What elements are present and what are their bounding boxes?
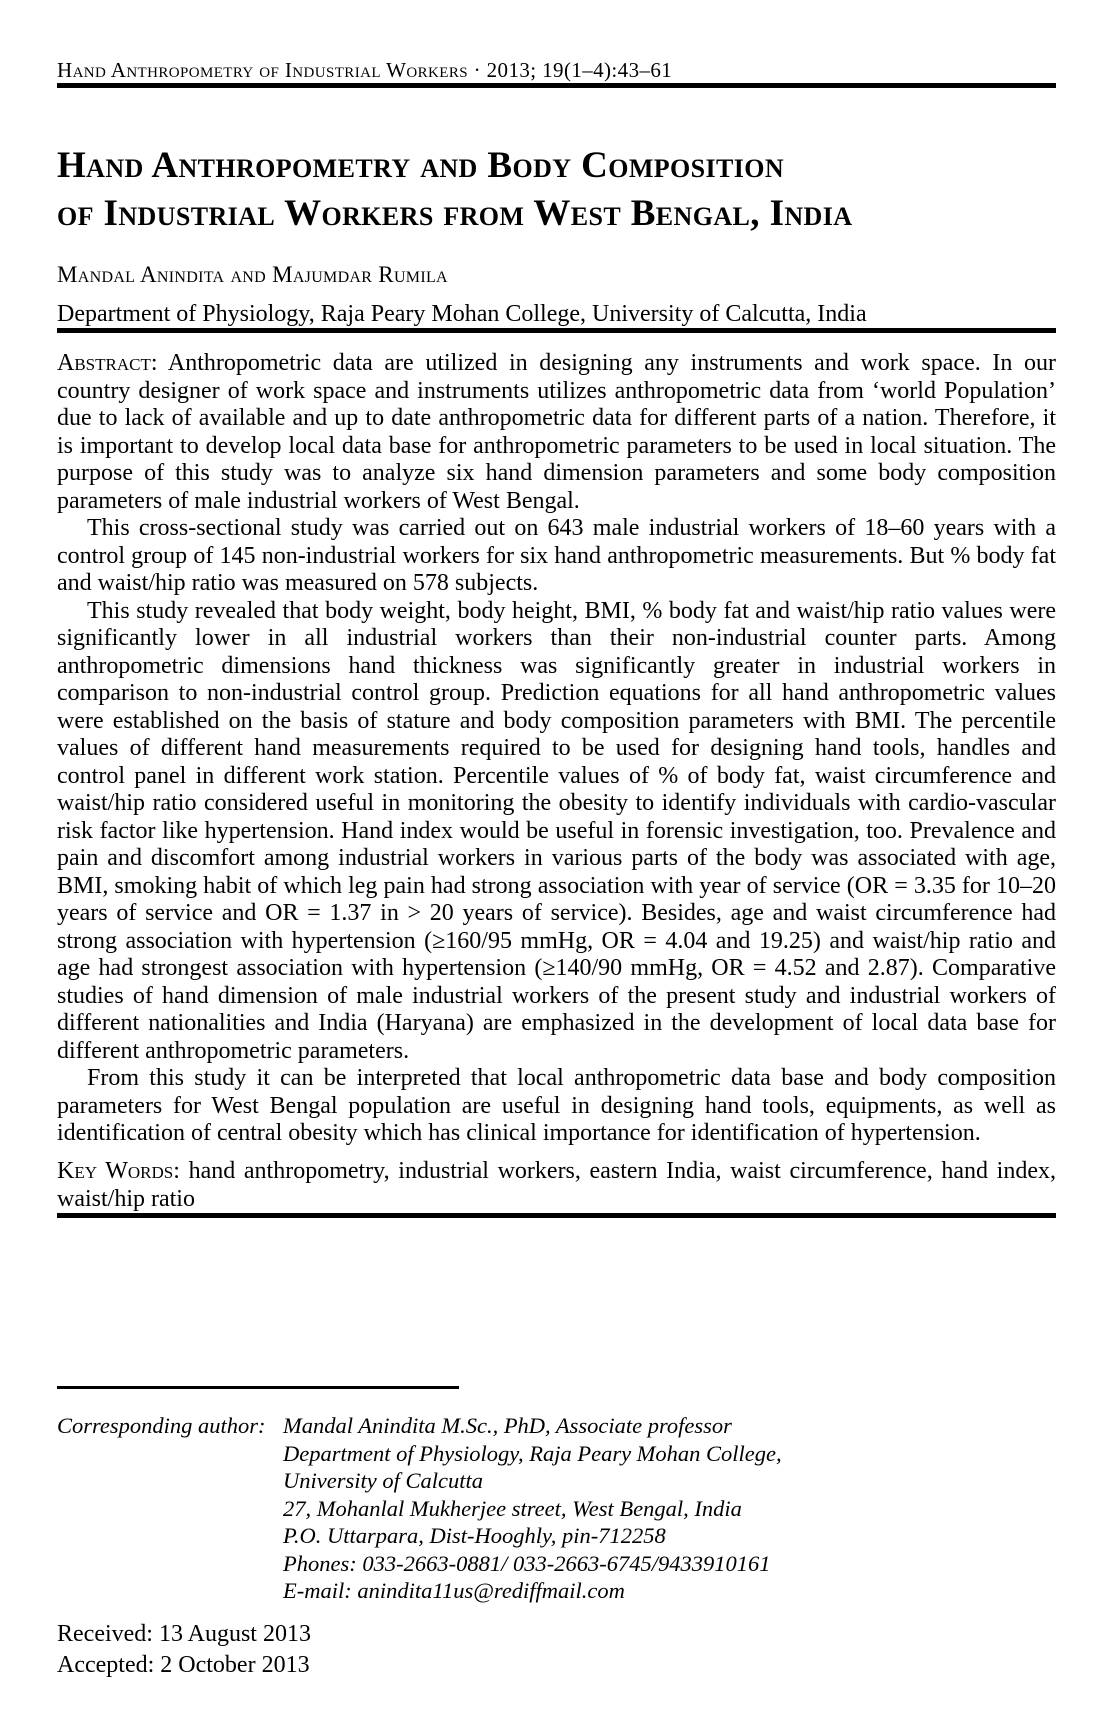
journal-citation: Hand Anthropometry of Industrial Workers · 2013; 19(1–4):43–61 bbox=[57, 58, 673, 82]
corresponding-author-street: 27, Mohanlal Mukherjee street, West Bengal, India bbox=[283, 1495, 742, 1521]
keywords-text: hand anthropometry, industrial workers, eastern India, waist circumference, hand index, waist/hip ratio bbox=[57, 1157, 1057, 1212]
affiliation: Department of Physiology, Raja Peary Mohan College, University of Calcutta, India bbox=[57, 301, 867, 327]
abstract-paragraph-2: This cross-sectional study was carried out on 643 male industrial workers of 18–60 years with a control group of 145 non-industrial workers for six hand anthropometric measurements. But % body fat and waist/hip ratio was measured on 578 subjects. bbox=[57, 515, 1056, 596]
corresponding-author-email: E-mail: anindita11us@rediffmail.com bbox=[283, 1578, 625, 1603]
authors: Mandal Anindita and Majumdar Rumila bbox=[57, 262, 448, 287]
dates-block bbox=[57, 1619, 1056, 1681]
corresponding-author-details bbox=[283, 1412, 1056, 1605]
corresponding-author-university: University of Calcutta bbox=[283, 1468, 483, 1493]
corresponding-author-department: Department of Physiology, Raja Peary Mohan College, bbox=[283, 1440, 782, 1466]
header-divider bbox=[57, 83, 1056, 88]
title-line-2: of Industrial Workers from West Bengal, India bbox=[57, 193, 853, 234]
corresponding-author-block bbox=[57, 1412, 1056, 1605]
abstract-paragraph-4: From this study it can be interpreted that local anthropometric data base and body composition parameters for West Bengal population are useful in designing hand tools, equipments, as well as identification of central obesity which has clinical importance for identification of hypertension. bbox=[57, 1065, 1056, 1146]
abstract-section bbox=[57, 350, 1056, 1148]
received-date: Received: 13 August 2013 bbox=[57, 1620, 311, 1647]
abstract-paragraph-1-text: Anthropometric data are utilized in designing any instruments and work space. In our country designer of work space and instruments utilizes anthropometric data from ‘world Population’ due to lack of available and up to date anthropometric data for different parts of a nation. Therefore, it is important to develop local data base for anthropometric parameters to be used in local situation. The purpose of this study was to analyze six hand dimension parameters and some body composition parameters of male industrial workers of West Bengal. bbox=[57, 350, 1056, 514]
footnote-area bbox=[57, 1386, 1056, 1681]
abstract-paragraph-1 bbox=[57, 350, 1056, 515]
abstract-label: Abstract: bbox=[57, 350, 158, 376]
footnote-divider bbox=[57, 1386, 459, 1389]
keywords-label: Key Words: bbox=[57, 1157, 180, 1184]
keywords-paragraph bbox=[57, 1157, 1056, 1213]
title-line-1: Hand Anthropometry and Body Composition bbox=[57, 145, 785, 186]
accepted-date: Accepted: 2 October 2013 bbox=[57, 1651, 310, 1678]
corresponding-author-phones: Phones: 033-2663-0881/ 033-2663-6745/9433910161 bbox=[283, 1550, 771, 1576]
running-head bbox=[57, 58, 1056, 83]
corresponding-author-postal: P.O. Uttarpara, Dist-Hooghly, pin-712258 bbox=[283, 1523, 666, 1548]
corresponding-author-label: Corresponding author: bbox=[57, 1413, 266, 1438]
keywords-section bbox=[57, 1157, 1056, 1213]
corresponding-author-name: Mandal Anindita M.Sc., PhD, Associate professor bbox=[283, 1413, 732, 1438]
article-title bbox=[57, 142, 1056, 238]
abstract-divider bbox=[57, 1213, 1056, 1218]
abstract-paragraph-3: This study revealed that body weight, body height, BMI, % body fat and waist/hip ratio values were significantly lower in all industrial workers than their non-industrial counter parts. Among anthropometric dimensions hand thickness was significantly greater in industrial workers in comparison to non-industrial control group. Prediction equations for all hand anthropometric values were established on the basis of stature and body composition parameters with BMI. The percentile values of different hand measurements required to be used for designing hand tools, handles and control panel in different work station. Percentile values of % of body fat, waist circumference and waist/hip ratio considered useful in monitoring the obesity to identify individuals with cardio-vascular risk factor like hypertension. Hand index would be useful in forensic investigation, too. Prevalence and pain and discomfort among industrial workers in various parts of the body was associated with age, BMI, smoking habit of which leg pain had strong association with year of service (OR = 3.35 for 10–20 years of service and OR = 1.37 in > 20 years of service). Besides, age and waist circumference had strong association with hypertension (≥160/95 mmHg, OR = 4.04 and 19.25) and waist/hip ratio and age had strongest association with hypertension (≥140/90 mmHg, OR = 4.52 and 2.87). Comparative studies of hand dimension of male industrial workers of the present study and industrial workers of different nationalities and India (Haryana) are emphasized in the development of local data base for different anthropometric parameters. bbox=[57, 597, 1056, 1064]
title-divider bbox=[57, 328, 1056, 333]
